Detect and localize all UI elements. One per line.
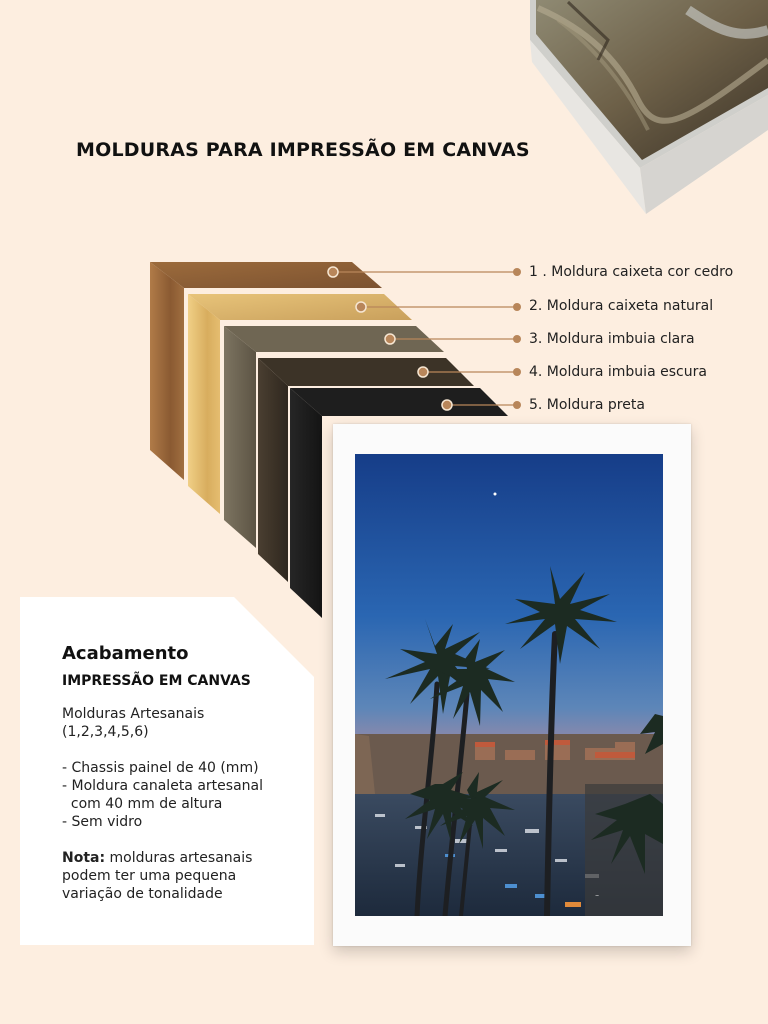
page-title: MOLDURAS PARA IMPRESSÃO EM CANVAS [76,139,530,161]
specs-list [62,759,302,831]
frame-label-4: 4. Moldura imbuia escura [529,364,707,380]
leader-dots [328,267,452,410]
spec-item: com 40 mm de altura [62,796,223,812]
spec-item: - Moldura canaleta artesanal [62,778,263,794]
note [62,849,302,903]
note-line-3: variação de tonalidade [62,886,223,902]
frame-label-1: 1 . Moldura caixeta cor cedro [529,264,734,280]
frame-label-3: 3. Moldura imbuia clara [529,331,695,347]
finish-title: Acabamento [62,643,189,664]
note-text: molduras artesanais [105,850,253,866]
spec-item: - Chassis painel de 40 (mm) [62,760,259,776]
frame-label-5: 5. Moldura preta [529,397,645,413]
note-line-2: podem ter uma pequena [62,868,237,884]
finish-card [62,643,302,903]
moldings-line-2: (1,2,3,4,5,6) [62,724,149,740]
moldings-info [62,705,302,741]
leader-lines [333,272,517,405]
framed-photo [355,454,663,916]
finish-subtitle: IMPRESSÃO EM CANVAS [62,673,251,689]
frame-label-2: 2. Moldura caixeta natural [529,298,714,314]
spec-item: - Sem vidro [62,814,143,830]
label-dots [513,268,521,442]
moldings-line-1: Molduras Artesanais [62,706,205,722]
canvas-corner-photo [528,0,768,220]
note-label: Nota: [62,850,106,866]
photographer-signature: ~ [595,893,600,899]
